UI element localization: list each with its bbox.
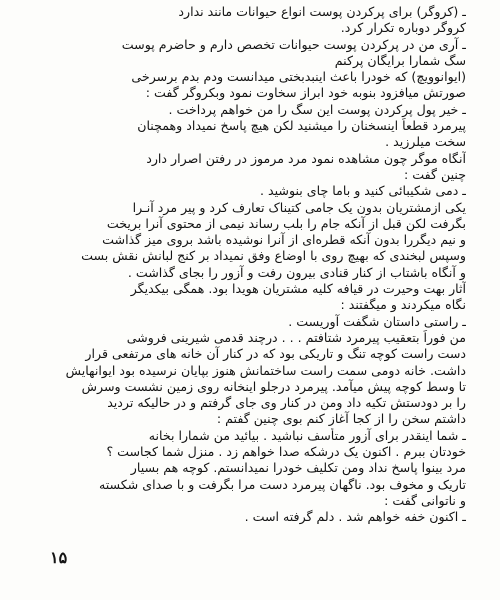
- text-line: نگاه میکردند و میگفتند :: [340, 297, 466, 313]
- page-number: ۱۵: [50, 548, 68, 567]
- text-line: داشت. خانه دومی سمت راست ساختمانش هنوز بپایان نرسیده بود ایوانهایش: [65, 362, 466, 378]
- text-line: چنین گفت :: [404, 166, 466, 182]
- text-line: و آنگاه باشتاب از کنار قنادی بیرون رفت و آزور را بجای گذاشت .: [127, 264, 466, 280]
- body-text: [36, 4, 466, 526]
- text-line: تا وسط کوچه پیش میآمد. پیرمرد درجلو اینخانه روی زمین نشست وسرش: [81, 378, 466, 394]
- text-line: مرد بینوا پاسخ نداد ومن تکلیف خودرا نمیدانستم. کوچه هم بسیار: [130, 460, 466, 476]
- text-line: کروگر دوباره تکرار کرد.: [340, 20, 466, 36]
- text-line: ـ شما اینقدر برای آزور متأسف نباشید . بیائید من شمارا بخانه: [148, 427, 466, 443]
- text-line: تاریک و مخوف بود. ناگهان پیرمرد دست مرا بگرفت و با صدای شکسته: [98, 476, 466, 492]
- text-line: و نیم دیگررا بدون آنکه قطره‌ای از آنرا نوشیده باشد بروی میز گذاشت: [102, 232, 466, 248]
- text-line: بگرفت لکن قبل از آنکه جام را بلب رساند نیمی از محتوی آنرا بریخت: [106, 215, 466, 231]
- text-line: پیرمرد قطعاً اینسخنان را میشنید لکن هیچ پاسخ نمیداد وهمچنان: [137, 118, 466, 134]
- text-line: صورتش میافزود بنوبه خود ابراز سخاوت نمود وبکروگر گفت :: [145, 85, 466, 101]
- text-line: ـ خیر پول پرکردن پوست این سگ را من خواهم پرداخت .: [168, 101, 466, 117]
- text-line: ـ دمی شکیبائی کنید و باما چای بنوشید .: [260, 183, 466, 199]
- text-line: سخت میلرزید .: [385, 134, 466, 150]
- text-line: آثار بهت وحیرت در قیافه کلیه مشتریان هویدا بود. همگی بیکدیگر: [130, 281, 466, 297]
- text-line: را بر دودستش تکیه داد ومن در کنار وی جای گرفتم و در حالیکه تردید: [107, 395, 466, 411]
- text-line: سگ شمارا برایگان پرکنم: [334, 52, 466, 68]
- text-line: ـ (کروگر) برای پرکردن پوست انواع حیوانات مانند ندارد: [178, 4, 466, 19]
- text-line: (ایوانوویچ) که خودرا باعث اینبدبختی میدانست ودم بدم برسرخی: [131, 69, 466, 85]
- text-line: وسپس لبخندی که بهیچ روی با اوضاع وفق نمیداد بر کنج لبانش نقش بست: [81, 248, 466, 264]
- text-line: من فوراً بتعقیب پیرمرد شتافتم . . . درچند قدمی شیرینی فروشی: [126, 329, 466, 345]
- text-line: داشتم سخن را از کجا آغاز کنم بوی چنین گفتم :: [216, 411, 466, 427]
- text-line: خودتان ببرم . اکنون یک درشکه صدا خواهم زد . منزل شما کجاست ؟: [106, 444, 466, 460]
- text-line: ـ آری من در پرکردن پوست حیوانات تخصص دارم و حاضرم پوست: [121, 36, 466, 52]
- text-line: آنگاه موگر چون مشاهده نمود مرد مرموز در رفتن اصرار دارد: [146, 150, 466, 166]
- text-line: ـ راستی داستان شگفت آوریست .: [288, 313, 466, 329]
- text-line: و ناتوانی گفت :: [384, 492, 466, 508]
- text-line: دست راست کوچه تنگ و تاریکی بود که در کنار آن خانه های مرتفعی قرار: [85, 346, 466, 362]
- text-line: یکی ازمشتریان بدون یک جامی کتیناک تعارف کرد و پیر مرد آنـرا: [132, 199, 466, 215]
- text-line: ـ اکنون خفه خواهم شد . دلم گرفته است .: [244, 509, 466, 525]
